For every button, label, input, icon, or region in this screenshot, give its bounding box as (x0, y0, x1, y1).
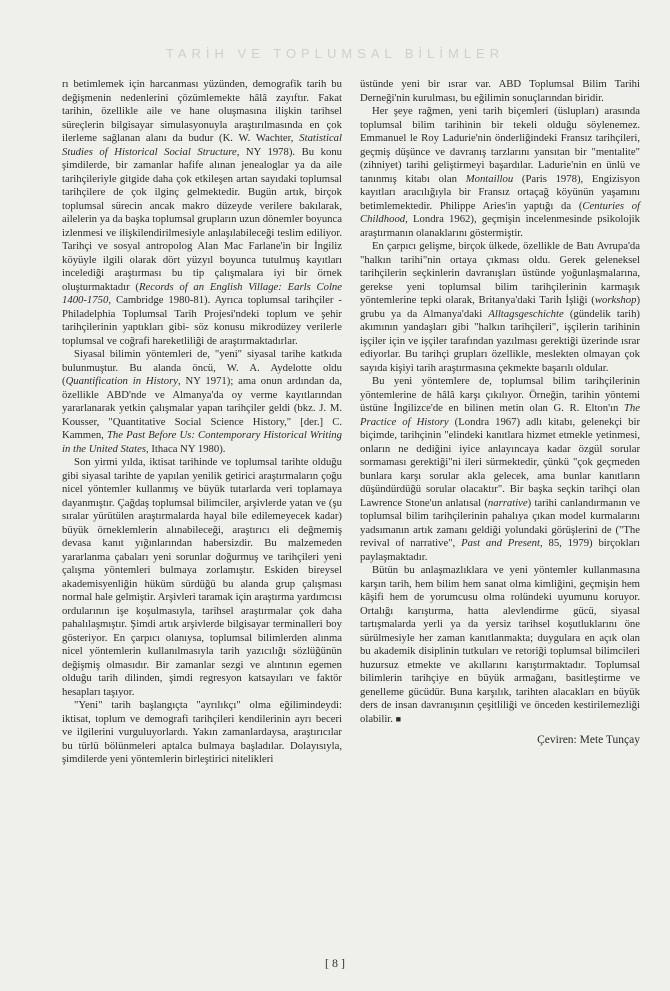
italic-title: workshop (594, 294, 637, 306)
paragraph (62, 78, 342, 348)
end-mark-icon: ■ (395, 713, 402, 724)
right-column (360, 78, 640, 767)
paragraph (360, 105, 640, 240)
italic-title: Montaillou (465, 172, 514, 185)
italic-title: Past and Present (461, 537, 540, 549)
text-run: , NY 1971); ama onun ardından da, özellikle ABD'nde ve Almanya'da oy verme kayıtlarından yararlanarak yetkin çalışmalar yapan tarihçiler geldi (bkz. J. M. Kousser, "Quantitative Social Science History," [der.] C. Kammen, (62, 375, 342, 441)
text-run: , Ithaca NY 1980). (146, 442, 226, 455)
italic-title: Quantification in History (65, 375, 178, 387)
text-run: (gündelik tarih) akımının yandaşları gibi "halkın tarihçileri", işçilerin tarihinin işçiler için ve işçiler tarafından yazılması gerektiği üzerinde ısrar ediyorlar. Bu tarihçi grupları özellikle, meslekten olmayan çok sayıda kişiyi tarih araştırmasına çekmekte başarılı oldular. (360, 307, 640, 374)
paragraph (62, 699, 342, 767)
text-run: Siyasal bilimin yöntemleri de, "yeni" siyasal tarihe katkıda bulunmuştur. Bu alanda öncü, W. A. Aydelotte oldu ( (62, 348, 342, 387)
text-run: üstünde yeni bir ısrar var. ABD Toplumsal Bilim Tarihi Derneği'nin kurulması, bu eğilimin sonuçlarından biridir. (360, 78, 640, 104)
text-run: "Yeni" tarih başlangıçta "ayrılıkçı" olma eğilimindeydi: iktisat, toplum ve demografi tarihçileri kendilerinin ayrı beceri ve ilgilerini vurguluyorlardı. Yakın zamanlardaysa, araştırıcılar bu türlü bölünmeleri aptalca bulmaya başladılar. Dolayısıyla, şimdilerde yeni yöntemlerin birleştirici nitelikleri (62, 699, 342, 765)
text-run: , Cambridge 1980-81). Ayrıca toplumsal tarihçiler -Philadelphia Toplumsal Tarih Projesi'ndeki toplum ve şehir tarihçilerinin yaptıkları gibi- söz konusu mikrodüzey verilerle toplumsal ve coğrafi hareketliliği de araştırmaktadırlar. (62, 294, 342, 347)
text-run: , NY 1978). Bu konu şimdilerde, bir zamanlar hafife alınan jenealoglar ya da aile tarihçileriyle gitgide daha çok etkileşen artan sayıdaki toplumsal tarihçilere de çok ilginç gelmektedir. Bugün artık, birçok toplumsal sürecin ancak makro düzeyde verilere bakılarak, ailelerin ya da başka toplumsal grupların uzun dönemler boyunca izlenmesi ve ilişkilendirilmesiyle anlaşılabileceği teslim ediliyor. Tarihçi ve sosyal antropolog Alan Mac Farlane'in bir İngiliz köyüyle ilgili olarak dört yüzyıl boyunca tutulmuş kayıtları incelediği araştırması bu tip çalışmalara iyi bir örnek oluşturmaktadır ( (62, 145, 343, 293)
text-run: ) tarihi canlandırmanın ve toplumsal bilim tarihçilerinin pahalıya çıkan model kurmalarını yadsımanın artık zamanı geldiği yolundaki görüşlerini de ("The revival of narrative", (360, 496, 640, 549)
text-run: ) grubu ya da Almanya'daki (360, 294, 640, 320)
article-body (62, 78, 640, 767)
italic-title: Statistical Studies of Historical Social Structure (62, 132, 342, 158)
text-run: (Londra 1967) adlı kitabı, gelenekçi bir biçimde, tarihçinin "elindeki kanıtlara hizmet etmekle yetinmesi, onların ne dediğini iyice anlayıncaya kadar özgül sorular sormaması gerektiği"ni ileri sürmektedir, çünkü "çok geçmeden bunlara karşı sorular akla gelecek, ama bunlar kanıtların düşündürdüğü sorular olacaktır". Bir başka seçkin tarihçi olan Lawrence Stone'un anlatısal ( (360, 415, 641, 509)
paragraph (62, 348, 342, 456)
paragraph (360, 78, 640, 105)
translator-credit: Çeviren: Mete Tunçay (537, 734, 640, 746)
left-column (62, 78, 342, 767)
text-run: (Paris 1978), Engizisyon kayıtları aracılığıyla bir Fransız ortaçağ köyünün yaşamını betimlemektedir. Philippe Aries'in yaptığı da ( (360, 172, 640, 212)
text-run: En çarpıcı gelişme, birçok ülkede, özellikle de Batı Avrupa'da "halkın tarihi"nin ortaya çıkması oldu. Gerek geleneksel tarihçilerin seçkinlerin davranışları üstünde yoğunlaşmalarına, gerekse yeni toplumsal bilim tarihçilerinin karmaşık yöntemlerine tepki olarak, Britanya'daki Tarih İşliği ( (360, 240, 640, 306)
text-run: Bu yeni yöntemlere de, toplumsal bilim tarihçilerinin yöntemlerine de hâlâ karşı çıkılıyor. Örneğin, tarihin yöntemi üstüne İngilizce'de en bilinen metin olan G. R. Elton'ın (360, 375, 640, 414)
page-number: [ 8 ] (325, 956, 345, 970)
text-run: , Londra 1962), geçmişin incelenmesinde psikolojik araştırmanın olanaklarını göstermiştir. (360, 213, 640, 239)
text-run: Her şeye rağmen, yeni tarih biçemleri (üslupları) arasında toplumsal bilim tarihinin bir tekeli olduğu söylenemez. Emmanuel le Roy Ladurie'nin önderliğindeki Fransız tarihçileri, geçmiş düşünce ve davranış tarzlarını yansıtan bir "mentalite" (zihniyet) tarihi geliştirmeyi başardılar. Ladurie'nin en ünlü ve tanınmış kitabı olan (360, 105, 640, 185)
text-run: , 85, 1979) birçokları paylaşmaktadır. (360, 537, 640, 563)
italic-title: The Practice of History (360, 402, 640, 428)
running-header: TARİH VE TOPLUMSAL BİLİMLER (165, 46, 505, 61)
paragraph (62, 456, 342, 699)
italic-title: The Past Before Us: Contemporary Historical Writing in the United States (62, 429, 342, 455)
italic-title: Records of an English Village: Earls Colne 1400-1750 (62, 280, 343, 306)
italic-title: narrative (487, 496, 528, 509)
italic-title: Alltagsgeschichte (488, 307, 564, 320)
paragraph (360, 375, 640, 564)
paragraph (360, 564, 640, 726)
italic-title: Centuries of Childhood (360, 199, 641, 225)
paragraph (360, 240, 640, 375)
text-run: Son yirmi yılda, iktisat tarihinde ve toplumsal tarihte olduğu gibi siyasal tarihte de yapılan yenilik getirici araştırmaların çoğu nicel yöntemler kullanmış ve büyük tutarlarda veri toplamaya dayanmıştır. Çağdaş toplumsal bilimciler, arşivlerde yatan ve (şu sıralar yürütülen araştırmalarda hayal bile edilemeyecek kadar) büyük örneklemlerin alınabileceği, araştırıcı eli değmemiş devasa kanıt yığınlarından habersizdir. Bu malzemeden yararlanma çabaları yeni sorunlar doğurmuş ve tarihçileri yeni çalışma yöntemleri bulmaya zorlamıştır. Eskiden bireysel akademisyenliğin hüküm sürdüğü bu alanda grup çalışması normal hale gelmiştir. Arşivleri taramak için araştırma yardımcısı ordularının işe koşulmasıyla, tarihsel araştırmalar çok daha pahalılaşmıştır. Şimdi artık arşivlerde bilgisayar terminalleri boy gösteriyor. En çarpıcı olanıysa, toplumsal bilimlerden alınma nicel yöntemlerin kullanılmasıyla tarih yazıcılığı sözlüğünün değişmiş olmasıdır. Bir zamanlar sezgi ve alıntının egemen olduğu tarih dilinden, şimdi regresyon katsayıları ve faktör hesapları taşıyor. (62, 456, 342, 698)
text-run: Bütün bu anlaşmazlıklara ve yeni yöntemler kullanmasına karşın tarih, hem bilim hem sanat olma kimliğini, geçmişin hem kâşifi hem de yorumcusu olma rolündeki uyumunu koruyor. Ortalığı karıştırma, hatta alevlendirme gücü, siyasal tartışmalarda yerli ya da yersiz tarihsel koşutluklarını öne sürülmesiyle her zaman kanıtlanmakta; duygulara en açık olan bu akademik disiplinin tutkuları ve retoriği toplumsal bilimcileri huzursuz etmekte ve akıllarını karıştırmaktadır. Toplumsal bilimlerin tarihçiye en büyük armağanı, basitleştirme ve genelleme gücüdür. Buna karşılık, tarihten alacakları en büyük ders de insan davranışının çeşitliliği ve önceden kestirilemezliği olabilir. (360, 564, 640, 725)
text-run: rı betimlemek için harcanması yüzünden, demografik tarih bu değişmenin nedenlerini çözümlemekte hâlâ zayıftır. Fakat tarihin, özellikle aile ve hane oluşmasına ilişkin tarihsel süreçlerin bilgisayar simulasyonuyla araştırılmasında en çok ilerleme sağlanan alanı da budur (K. W. Wachter, (62, 78, 342, 144)
